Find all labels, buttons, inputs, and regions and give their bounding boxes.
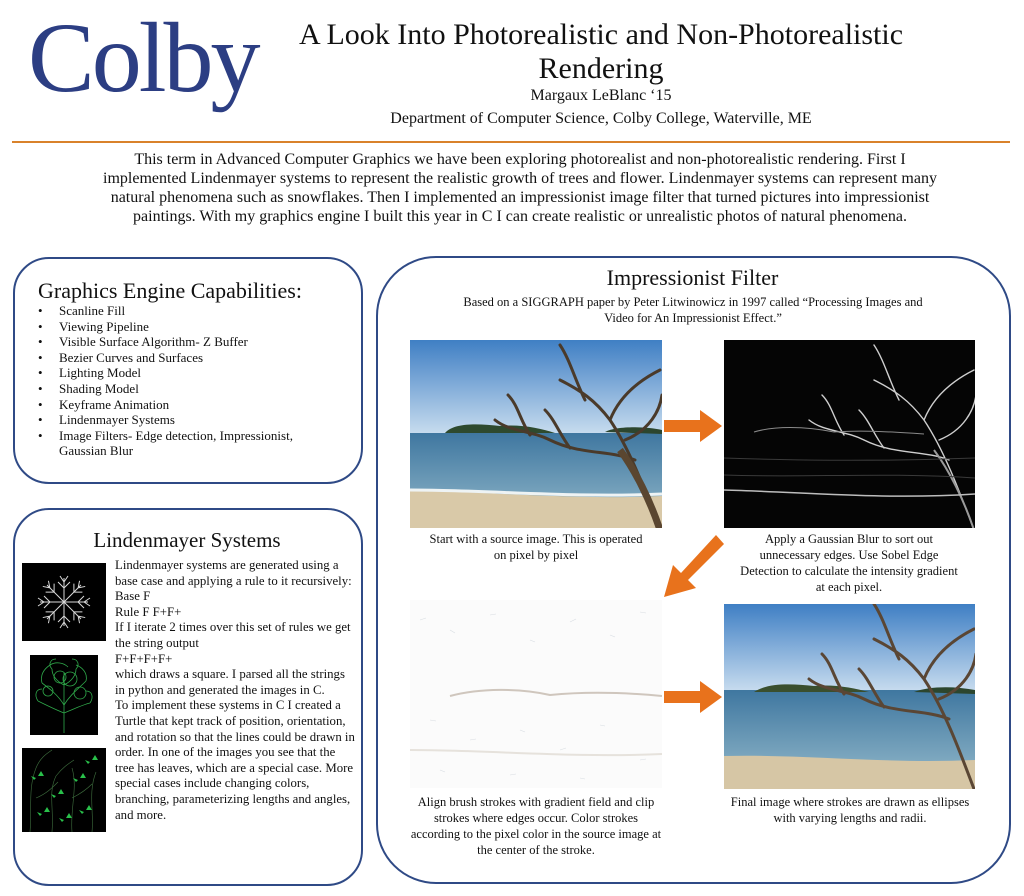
list-item: • Shading Model [38, 381, 338, 397]
source-photo [410, 340, 662, 528]
output-string-text: F+F+F+F+ [115, 651, 173, 666]
intro-paragraph: This term in Advanced Computer Graphics we have been exploring photorealist and non-photorealistic rendering. First I implemented Lindenmayer systems to represent the realistic growth of trees and flower. Lindenmayer systems can represent many natural phenomena such as snowflakes. Then I implemented an impressionist image filter that turned pictures into impressionist paintings. With my graphics engine I built this year in C I can create realistic or unrealistic photos of natural phenomena. [103, 151, 937, 225]
list-item: • Bezier Curves and Surfaces [38, 350, 338, 366]
author-name: Margaux LeBlanc ‘15 [530, 87, 672, 104]
leafy-plant-lsystem-image [22, 748, 106, 832]
source-caption: Start with a source image. This is operated on pixel by pixel [429, 532, 643, 562]
arrow-down-left-icon [664, 535, 724, 597]
impressionist-subtitle: Based on a SIGGRAPH paper by Peter Litwinowicz in 1997 called “Processing Images and Video for An Impressionist Effect.” [463, 295, 923, 325]
description-text: which draws a square. I parsed all the strings in python and generated the images in C. [115, 667, 345, 697]
department-line: Department of Computer Science, Colby College, Waterville, ME [390, 110, 812, 127]
colby-logo: Colby [28, 2, 258, 113]
arrow-right-icon [664, 681, 722, 713]
capabilities-heading: Graphics Engine Capabilities: [38, 278, 302, 303]
capabilities-list [38, 303, 338, 459]
list-item: • Lindenmayer Systems [38, 412, 338, 428]
description-text: If I iterate 2 times over this set of rules we get the string output [115, 620, 351, 650]
header-divider [12, 141, 1010, 143]
list-item: • Lighting Model [38, 365, 338, 381]
list-item: • Viewing Pipeline [38, 319, 338, 335]
green-tree-lsystem-image [30, 655, 98, 735]
base-case-text: Base F [115, 589, 151, 604]
description-text: Lindenmayer systems are generated using a base case and applying a rule to it recursively: [115, 558, 352, 588]
strokes-caption: Align brush strokes with gradient field and clip strokes where edges occur. Color strokes according to the pixel color in the source image at the center of the stroke. [410, 795, 662, 857]
edge-detection-photo [724, 340, 975, 528]
list-item: • Keyframe Animation [38, 397, 338, 413]
description-text: To implement these systems in C I created a Turtle that kept track of position, orientation, and rotation so that the lines could be drawn in order. In one of the images you see that the tree has leaves, which are a special case. More special cases include changing colors, branching, parameterizing lengths and angles, and more. [115, 698, 355, 822]
rule-text: Rule F F+F+ [115, 604, 182, 619]
final-impressionist-photo [724, 604, 975, 789]
arrow-right-icon [664, 410, 722, 442]
impressionist-heading: Impressionist Filter [606, 265, 779, 290]
brush-strokes-photo [410, 600, 662, 788]
snowflake-lsystem-image [22, 563, 106, 641]
list-item: • Scanline Fill [38, 303, 338, 319]
edges-caption: Apply a Gaussian Blur to sort out unnecessary edges. Use Sobel Edge Detection to calculate the intensity gradient at each pixel. [740, 532, 958, 594]
list-item: • Visible Surface Algorithm- Z Buffer [38, 334, 338, 350]
lindenmayer-description [115, 558, 355, 823]
poster-title: A Look Into Photorealistic and Non-Photorealistic Rendering [298, 18, 904, 85]
final-caption: Final image where strokes are drawn as ellipses with varying lengths and radii. [730, 795, 970, 825]
list-item: • Image Filters- Edge detection, Impressionist, Gaussian Blur [38, 428, 338, 459]
lindenmayer-heading: Lindenmayer Systems [93, 528, 281, 552]
